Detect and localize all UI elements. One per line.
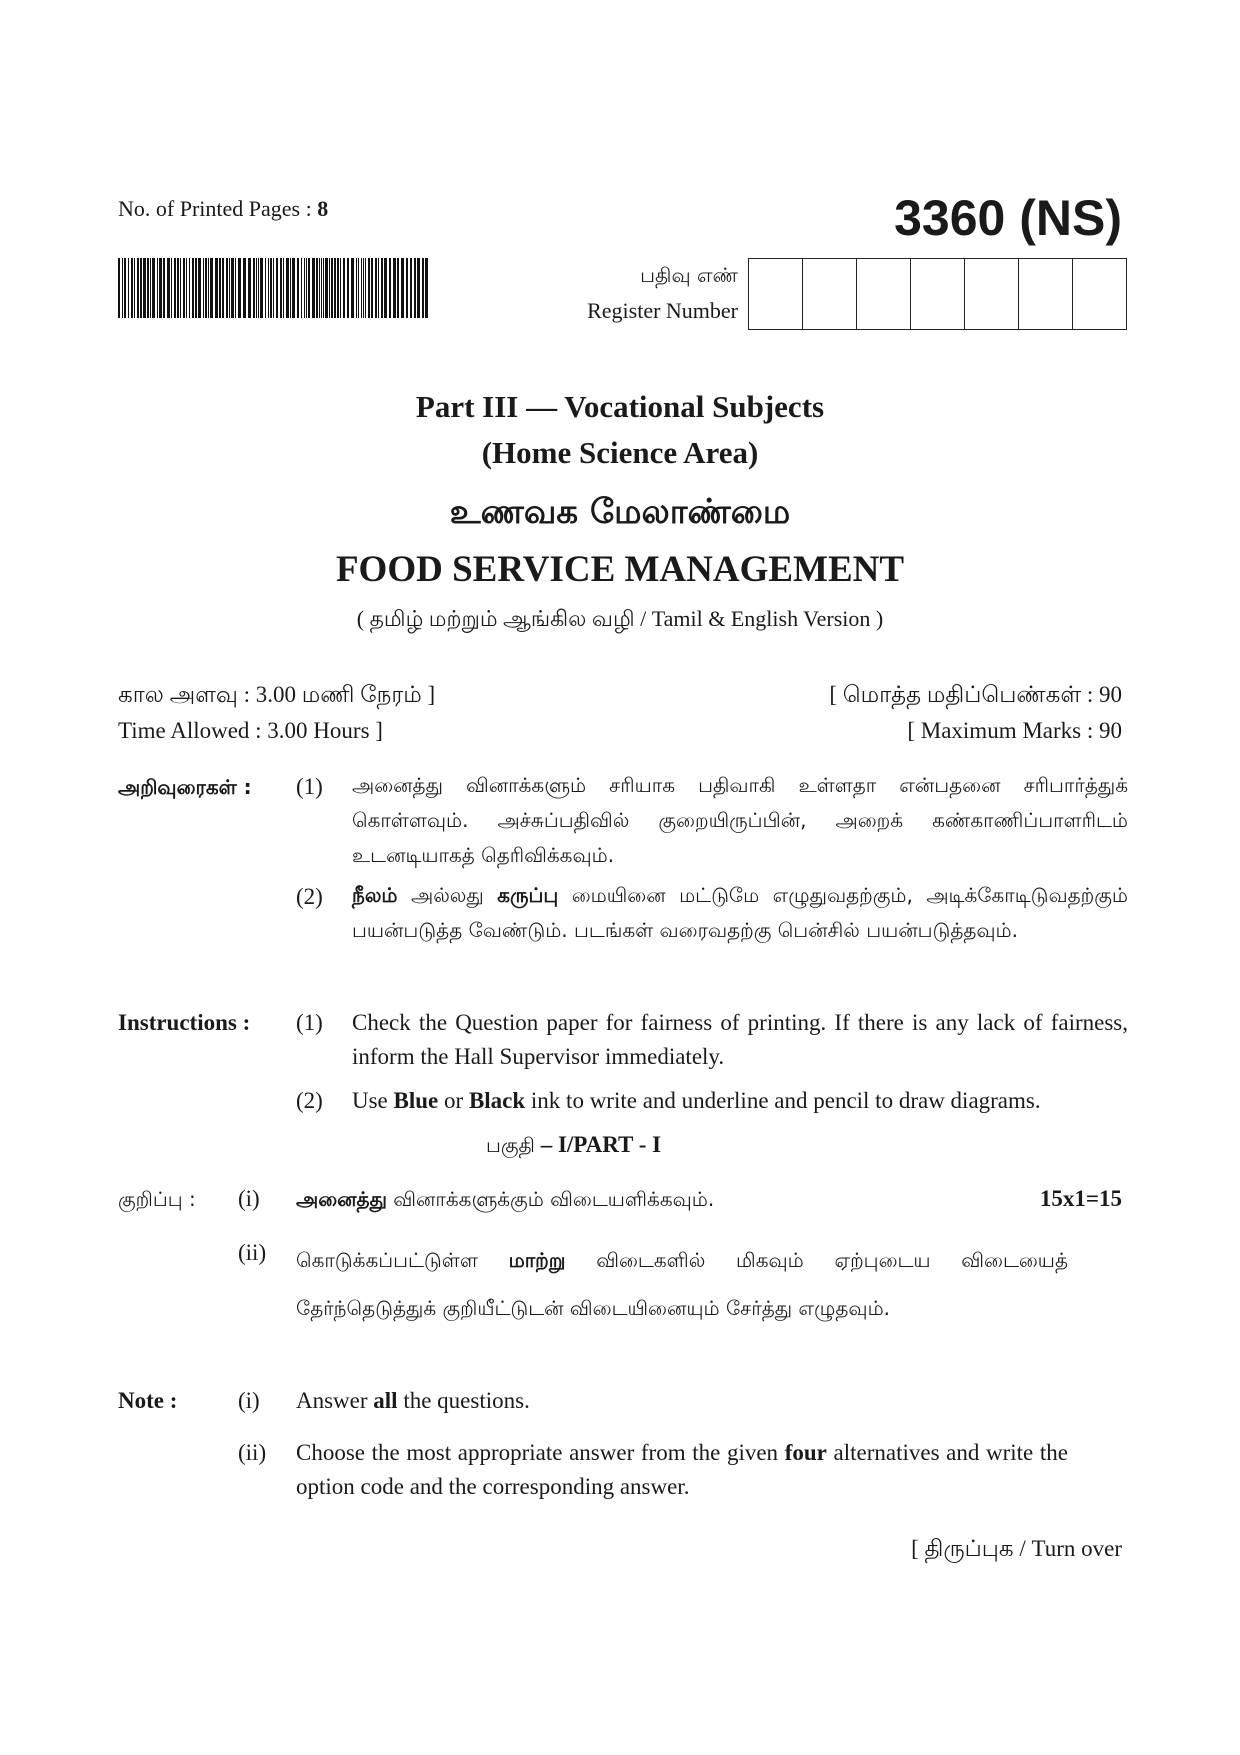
- all-bold: all: [373, 1388, 398, 1413]
- note-english-1: [296, 1384, 530, 1418]
- black-ink-bold: கருப்பு: [497, 883, 559, 907]
- note-text: Answer: [296, 1388, 368, 1413]
- alternative-bold: மாற்று: [508, 1248, 566, 1272]
- register-digit-box: [965, 259, 1019, 329]
- printed-pages-label: No. of Printed Pages :: [118, 196, 312, 221]
- note-text: Choose the most appropriate answer from the given: [296, 1440, 779, 1465]
- instructions-tamil-label: அறிவுரைகள் :: [118, 775, 252, 799]
- note-tamil-2: [296, 1236, 1068, 1332]
- note-number: (i): [238, 1388, 260, 1413]
- time-allowed-tamil: கால அளவு : 3.00 மணி நேரம் ]: [118, 682, 436, 707]
- blue-ink-bold: நீலம்: [352, 883, 398, 907]
- black-bold: Black: [468, 1088, 526, 1113]
- note-tamil-label: குறிப்பு :: [118, 1187, 196, 1211]
- instruction-text: or: [444, 1088, 464, 1113]
- max-marks-tamil: [ மொத்த மதிப்பெண்கள் : 90: [829, 682, 1122, 707]
- part-title: Part III — Vocational Subjects: [415, 389, 825, 424]
- note-number: (ii): [238, 1440, 267, 1465]
- note-text: விடைகளில் மிகவும் ஏற்புடைய விடையைத் தேர்ந்தெடுத்துக் குறியீட்டுடன் விடையினையும் சேர்த்து எழுதவும்.: [296, 1248, 1068, 1320]
- part-heading-english: – I/PART - I: [540, 1132, 662, 1157]
- subject-title-tamil: உணவக மேலாண்மை: [449, 492, 791, 532]
- instructions-english-label: Instructions :: [118, 1010, 251, 1035]
- instruction-tamil-2: [352, 878, 1128, 948]
- note-english-2: [296, 1436, 1068, 1504]
- printed-pages-value: 8: [317, 196, 329, 221]
- note-number: (ii): [238, 1240, 267, 1265]
- subject-title-english: FOOD SERVICE MANAGEMENT: [335, 549, 905, 590]
- note-english-label: Note :: [118, 1388, 178, 1413]
- register-label-tamil: பதிவு எண்: [640, 263, 738, 287]
- register-label-english: Register Number: [587, 298, 738, 323]
- four-bold: four: [784, 1440, 827, 1465]
- area-title: (Home Science Area): [481, 435, 759, 470]
- max-marks-english: [ Maximum Marks : 90: [907, 718, 1122, 743]
- part-heading: [486, 1128, 661, 1162]
- note-text: the questions.: [403, 1388, 530, 1413]
- instruction-text: அல்லது: [410, 883, 484, 907]
- instruction-english-1: Check the Question paper for fairness of printing. If there is any lack of fairness, inform the Hall Supervisor immediately.: [352, 1010, 1128, 1069]
- instruction-tamil-1: அனைத்து வினாக்களும் சரியாக பதிவாகி உள்ளதா என்பதனை சரிபார்த்துக் கொள்ளவும். அச்சுப்பதிவில் குறையிருப்பின், அறைக் கண்காணிப்பாளரிடம் உடனடியாகத் தெரிவிக்கவும்.: [352, 773, 1128, 867]
- part-marks: 15x1=15: [1039, 1186, 1122, 1211]
- instruction-number: (2): [296, 1088, 323, 1113]
- note-text: கொடுக்கப்பட்டுள்ள: [296, 1248, 478, 1272]
- register-digit-box: [803, 259, 857, 329]
- note-number: (i): [238, 1186, 260, 1211]
- medium-version: ( தமிழ் மற்றும் ஆங்கில வழி / Tamil & English Version ): [356, 606, 884, 631]
- time-allowed-english: Time Allowed : 3.00 Hours ]: [118, 718, 383, 743]
- register-digit-box: [857, 259, 911, 329]
- instruction-english-2: [352, 1084, 1128, 1118]
- register-number-boxes: [748, 258, 1127, 330]
- instruction-text: மையினை மட்டுமே எழுதுவதற்கும், அடிக்கோடிடுவதற்கும் பயன்படுத்த வேண்டும். படங்கள் வரைவதற்கு பென்சில் பயன்படுத்தவும்.: [352, 883, 1129, 942]
- instruction-number: (2): [296, 884, 323, 909]
- paper-code: 3360 (NS): [894, 190, 1122, 246]
- register-digit-box: [749, 259, 803, 329]
- all-bold: அனைத்து: [296, 1187, 387, 1211]
- blue-bold: Blue: [393, 1088, 439, 1113]
- turn-over: [ திருப்புக / Turn over: [911, 1536, 1122, 1561]
- part-heading-tamil: பகுதி: [486, 1133, 535, 1157]
- instruction-text: Use: [352, 1088, 388, 1113]
- register-digit-box: [1073, 259, 1126, 329]
- instruction-text: ink to write and underline and pencil to draw diagrams.: [530, 1088, 1041, 1113]
- note-text: alternatives and write the option code and the corresponding answer.: [296, 1440, 1068, 1499]
- note-text: வினாக்களுக்கும் விடையளிக்கவும்.: [393, 1187, 715, 1211]
- register-digit-box: [911, 259, 965, 329]
- barcode-image: [118, 258, 430, 318]
- instruction-number: (1): [296, 774, 323, 799]
- register-digit-box: [1019, 259, 1073, 329]
- printed-pages: [118, 192, 328, 226]
- instruction-number: (1): [296, 1010, 323, 1035]
- note-tamil-1: [296, 1182, 714, 1216]
